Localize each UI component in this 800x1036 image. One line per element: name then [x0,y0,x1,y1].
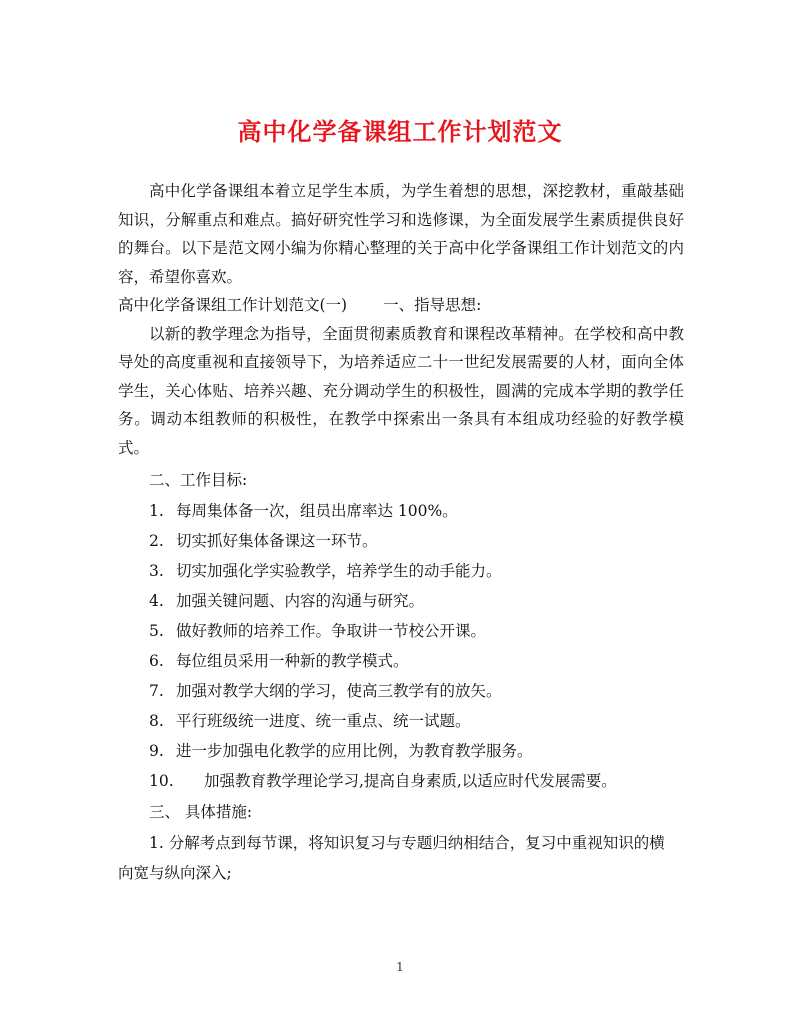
list-item-text: 加强对教学大纲的学习，使高三教学有的放矢。 [175,682,502,700]
list-item-text: 切实抓好集体备课这一环节。 [175,532,378,550]
list-item-text: 做好教师的培养工作。争取讲一节校公开课。 [175,622,486,640]
list-item-number: 10. [149,772,174,790]
list-item-number: 3. [149,562,164,580]
document-title: 高中化学备课组工作计划范文 [237,117,563,146]
heading-specific-measures: 三、 具体措施: [149,803,253,821]
heading-work-goals: 二、工作目标: [149,471,248,489]
list-item [118,676,684,706]
list-item-text: 平行班级统一进度、统一重点、统一试题。 [175,712,471,730]
list-item-number: 9. [149,742,164,760]
list-item [118,556,684,586]
list-item [118,496,684,526]
section-title-line [118,291,684,320]
list-item [118,526,684,556]
heading-guiding-ideas: 一、指导思想: [383,296,482,314]
list-item-text: 进一步加强电化教学的应用比例，为教育教学服务。 [175,742,533,760]
list-item [118,766,684,796]
list-item-number: 4. [149,592,164,610]
list-item-text: 加强关键问题、内容的沟通与研究。 [175,592,424,610]
list-item [118,616,684,646]
measure-item-1-continuation: 向宽与纵向深入; [118,864,232,882]
list-item [118,586,684,616]
intro-paragraph: 高中化学备课组本着立足学生本质，为学生着想的思想，深挖教材，重敲基础知识，分解重点和难点。搞好研究性学习和选修课，为全面发展学生素质提供良好的舞台。以下是范文网小编为你精心整理的关于高中化学备课组工作计划范文的内容，希望你喜欢。 [118,182,684,286]
list-item [118,706,684,736]
page-number: 1 [396,960,404,974]
measure-item-1-first-line: 1. 分解考点到每节课，将知识复习与专题归纳相结合，复习中重视知识的横 [149,834,665,852]
list-item-number: 6. [149,652,164,670]
list-item-number: 2. [149,532,164,550]
measure-item-1 [118,828,684,888]
list-item-text: 加强教育教学理论学习,提高自身素质,以适应时代发展需要。 [203,772,617,790]
list-item-text: 每位组员采用一种新的教学模式。 [175,652,409,670]
list-item-number: 8. [149,712,164,730]
document-body [118,177,684,888]
list-item [118,736,684,766]
list-item [118,646,684,676]
list-item-number: 7. [149,682,164,700]
guiding-paragraph: 以新的教学理念为指导，全面贯彻素质教育和课程改革精神。在学校和高中教导处的高度重视和直接领导下，为培养适应二十一世纪发展需要的人材，面向全体学生，关心体贴、培养兴趣、充分调动学生的积极性，圆满的完成本学期的教学任务。调动本组教师的积极性，在教学中探索出一条具有本组成功经验的好教学模式。 [118,324,684,457]
section-title: 高中化学备课组工作计划范文(一) [118,296,348,314]
list-item-text: 切实加强化学实验教学，培养学生的动手能力。 [175,562,502,580]
goals-list [118,496,684,796]
list-item-number: 1. [149,502,164,520]
list-item-number: 5. [149,622,164,640]
list-item-text: 每周集体备一次，组员出席率达 100%。 [175,502,458,520]
